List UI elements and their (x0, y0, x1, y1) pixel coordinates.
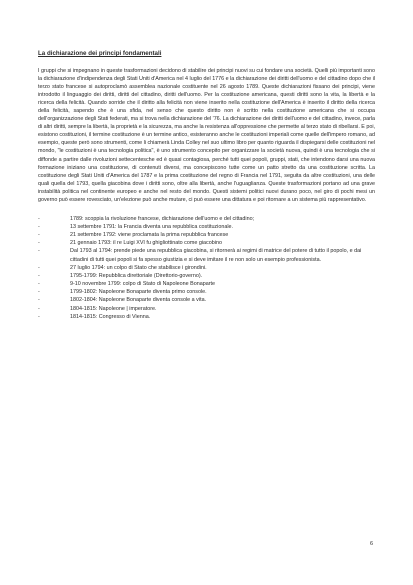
list-dash: - (38, 305, 40, 312)
timeline-item-text: 21 gennaio 1793: il re Luigi XVI fu ghigliottinato come giacobino (70, 240, 222, 247)
list-dash: - (38, 215, 40, 222)
list-dash: - (38, 297, 40, 304)
timeline-item-text: 1802-1804: Napoleone Bonaparte diventa console a vita. (70, 297, 207, 304)
timeline-item (38, 280, 375, 288)
timeline-item (38, 264, 375, 272)
timeline-item-text: 9-10 novembre 1799: colpo di Stato di Napoleone Bonaparte (70, 281, 216, 288)
timeline-item (38, 215, 375, 223)
timeline-item-text: 1804-1815: Napoleone | imperatore. (70, 305, 157, 312)
timeline-item-text: 1795-1799: Repubblica direttoriale (Direttorio-governo). (70, 272, 203, 279)
list-dash: - (38, 289, 40, 296)
timeline-item (38, 288, 375, 296)
timeline-item (38, 313, 375, 321)
timeline-item-text: 21 settembre 1792: viene proclamata la prima repubblica francese (70, 232, 229, 239)
timeline-item-text: 1789: scoppia la rivoluzione francese, dichiarazione dell'uomo e del cittadino; (70, 215, 255, 222)
timeline-item-text: 1814-1815: Congresso di Vienna. (70, 313, 151, 320)
list-dash: - (38, 248, 40, 255)
list-dash: - (38, 232, 40, 239)
timeline-item-text: 27 luglio 1794: un colpo di Stato che stabilisce i girondini. (70, 264, 207, 271)
timeline-item (38, 247, 375, 263)
list-dash: - (38, 313, 40, 320)
section-title: La dichiarazione dei principi fondamentali (38, 50, 162, 57)
timeline-item-text: 1799-1802: Napoleone Bonaparte diventa primo console. (70, 289, 207, 296)
timeline-item (38, 272, 375, 280)
list-dash: - (38, 264, 40, 271)
timeline-item (38, 239, 375, 247)
timeline-item (38, 223, 375, 231)
page-number: 6 (369, 541, 373, 547)
timeline-list (38, 215, 375, 321)
timeline-item (38, 231, 375, 239)
list-dash: - (38, 223, 40, 230)
list-dash: - (38, 281, 40, 288)
timeline-item (38, 296, 375, 304)
body-paragraph: I gruppi che si impegnano in queste trasformazioni decidono di stabilire dei principi nuovi su cui fondare una società. Quelli più importanti sono la dichiarazione d'indipendenza degli Stati Uniti d'America nel 4 luglio del 1776 e la dichiarazione dei diritti dell'uomo e del cittadino dopo che il terzo stato francese si autoproclamò assemblea nazionale costituente nel 26 agosto 1789. Queste dichiarazioni fissano dei principi, viene introdotto il linguaggio dei diritti, diritti del cittadino, diritti dell'uomo. Per la costituzione americana, questi diritti sono la vita, la libertà e la ricerca della felicità. Quando sorride che il diritto alla felicità non viene inserito nella costituzione dell'America è inserito il diritto della ricerca della felicità, sapendo che è una sfida, nel senso che questo diritto non è scritto nella costituzione americana che si occupa dell'organizzazione degli Stati federati, ma si trova nella dichiarazione del '76. La dichiarazione dei diritti dell'uomo e del cittadino, invece, parla di altri diritti, sempre la libertà, la proprietà e la sicurezza, ma anche la resistenza all'oppressione che permette al terzo stato di ribellarsi. E poi, esistono costituzioni, il termine costituzione è un termine antico, esisteranno anche le costituzioni imperiali come quelle dell'impero romano, ad esempio, queste però sono strumenti, come li chiamerà Linda Colley nel suo ultimo libro per quanto riguarda il dispiegarsi delle costituzioni nel mondo, "le costituzioni è una tecnologia politica", è uno strumento concepito per organizzare la società nuova, quindi è una tecnologia che si diffonde a partire dalle rivoluzioni settecentesche ed è quasi contagiosa, perché tutti quei popoli, gruppi, stati, che intendono darsi una nuova formazione iniziano una costituzione, di contenuti diversi, ma concepiscono tutte come un patto stretto da una costituzione scritta. La costituzione degli Stati Uniti d'America del 1787 e la prima costituzione del regno di Francia nel 1791, seguita da altre costituzioni, una delle quali quella del 1793, quella giacobina dove i diritti sono, oltre alla libertà, anche l'uguaglianza. Queste trasformazioni portano ad una grave instabilità politica nel continente europeo e anche nel resto del mondo. Questi sistemi politici nuovi durano poco, nel giro di pochi mesi un governo può essere rovesciato, un'elezione può anche mutare, ci può essere una dittatura e poi ritornare a un sistema più rappresentativo. (38, 68, 375, 203)
timeline-item-text: Dal 1793 al 1794: prende piede una repubblica giacobina, si ritornerà ai regimi di matrice del potere di tutto il popolo, e dai cittadini di tutti quei popoli si fa spesso giustizia e si deve imitare il re non solo un esempio professionista. (70, 248, 362, 263)
list-dash: - (38, 240, 40, 247)
timeline-item-text: 13 settembre 1791: la Francia diventa una repubblica costituzionale. (70, 223, 234, 230)
list-dash: - (38, 272, 40, 279)
timeline-item (38, 305, 375, 313)
